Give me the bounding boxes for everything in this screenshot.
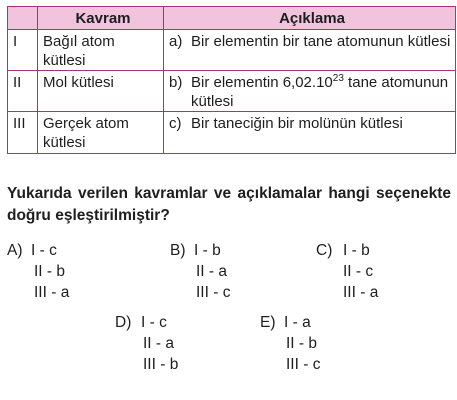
table-row <box>8 112 456 154</box>
choice-item: III - a <box>34 284 70 301</box>
table-row <box>8 71 456 112</box>
row-term: Mol kütlesi <box>43 74 114 91</box>
choice-item: III - a <box>343 284 379 301</box>
choice-item: I - a <box>284 314 311 331</box>
choice-item: II - b <box>34 263 66 280</box>
choice-label: C) <box>316 242 333 259</box>
table-row <box>8 30 456 71</box>
row-letter: a) <box>169 33 183 50</box>
row-description: Bir elementin 6,02.10$^{23}$ tane atomunun kütlesi <box>191 73 449 110</box>
header-kavram: Kavram <box>38 7 164 30</box>
choice-e[interactable] <box>260 312 370 378</box>
choice-label: A) <box>7 242 23 259</box>
choice-item: II - c <box>343 263 374 280</box>
choice-item: I - c <box>31 242 57 259</box>
choice-item: II - b <box>286 335 318 352</box>
choice-a[interactable] <box>7 240 117 306</box>
choice-label: D) <box>115 314 132 331</box>
choice-label: E) <box>260 314 276 331</box>
choice-item: III - c <box>286 356 321 373</box>
row-description: Bir elementin bir tane atomunun kütlesi <box>191 33 451 50</box>
choice-c[interactable] <box>316 240 426 306</box>
choice-item: III - c <box>196 284 231 301</box>
row-term: Gerçek atom kütlesi <box>43 115 129 151</box>
row-letter: b) <box>169 74 183 91</box>
choice-item: II - a <box>196 263 228 280</box>
choice-item: I - b <box>194 242 221 259</box>
row-number: II <box>13 74 22 91</box>
row-number: I <box>13 33 18 50</box>
header-num <box>8 7 38 30</box>
question-text: Yukarıda verilen kavramlar ve açıklamalar hangi seçenekte doğru eşleştirilmiştir? <box>7 185 451 224</box>
row-number: III <box>13 115 26 132</box>
row-description: Bir taneciğin bir molünün kütlesi <box>191 115 403 132</box>
concept-table <box>7 6 456 154</box>
choice-item: I - c <box>141 314 167 331</box>
choice-item: I - b <box>343 242 370 259</box>
choice-item: III - b <box>143 356 179 373</box>
exponent: 23 <box>332 73 344 84</box>
choice-b[interactable] <box>170 240 280 306</box>
choice-d[interactable] <box>115 312 225 378</box>
table-header-row <box>8 7 456 30</box>
row-letter: c) <box>169 115 182 132</box>
row-term: Bağıl atom kütlesi <box>43 33 115 69</box>
header-aciklama: Açıklama <box>164 7 456 30</box>
choice-item: II - a <box>143 335 175 352</box>
choice-label: B) <box>170 242 186 259</box>
